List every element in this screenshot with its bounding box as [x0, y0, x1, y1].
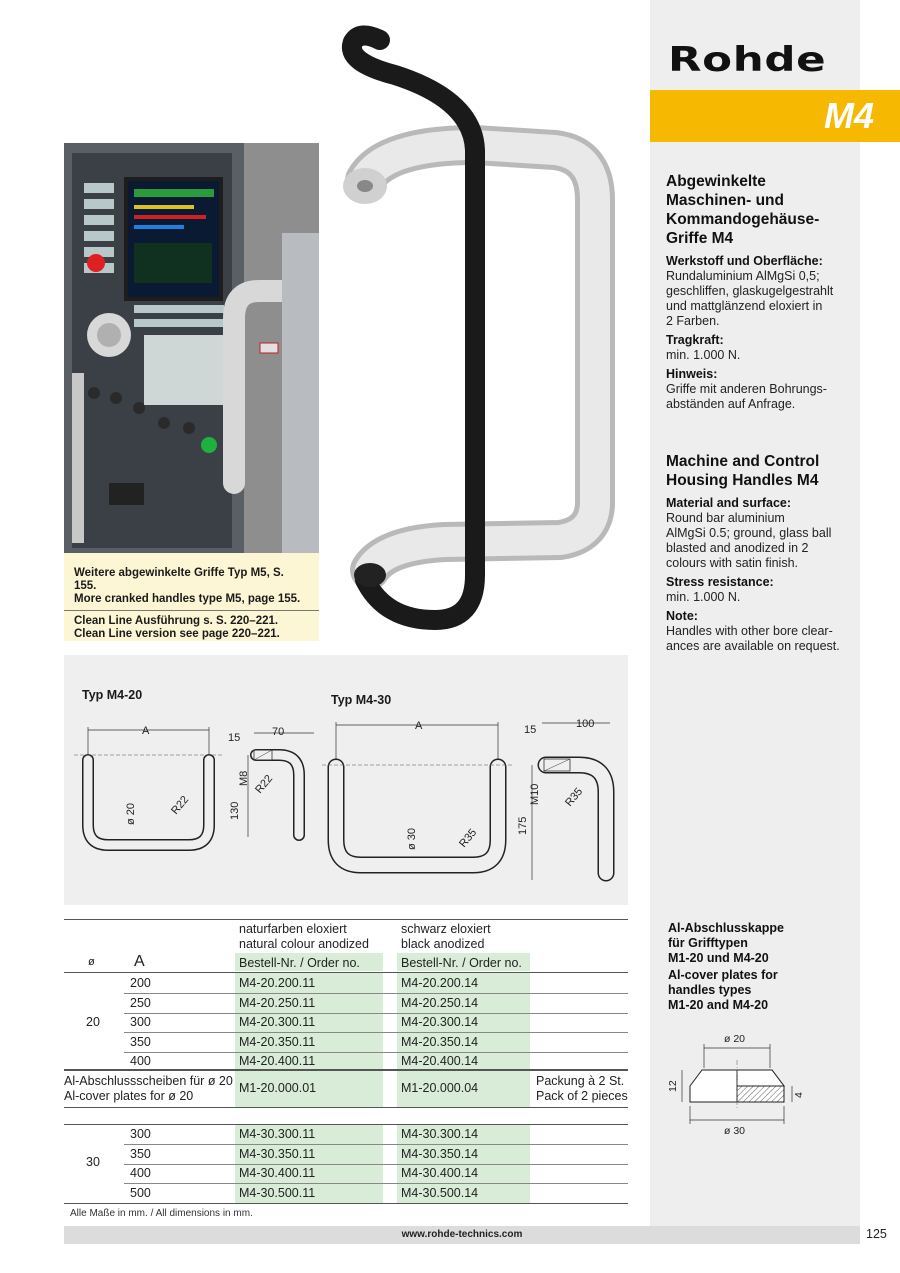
dimensions-footnote: Alle Maße in mm. / All dimensions in mm. — [70, 1208, 253, 1219]
material-text-en: Round bar aluminium AlMgSi 0.5; ground, glass ball blasted and anodized in 2 colours with satin finish. — [666, 511, 832, 570]
material-label-en: Material and surface: — [666, 496, 792, 510]
row-divider — [124, 1144, 628, 1145]
note-line-1: Weitere abgewinkelte Griffe Typ M5, S. 155. — [74, 567, 284, 592]
table-row-black-order: M4-30.350.14 — [401, 1146, 479, 1161]
table-row-black-order: M4-30.300.14 — [401, 1127, 479, 1141]
m4-30-dim-100: 100 — [576, 718, 595, 730]
head-natural-de: naturfarben eloxiert — [239, 922, 347, 936]
cover-pack-en: Pack of 2 pieces — [536, 1089, 628, 1103]
cross-reference-note — [64, 553, 319, 641]
m4-30-dim-15: 15 — [524, 724, 537, 736]
cap-dim-30: ø 30 — [724, 1125, 746, 1137]
cover-label-en: Al-cover plates for ø 20 — [64, 1089, 194, 1103]
hint-label-de: Hinweis: — [666, 367, 718, 381]
m4-20-dim-a: A — [142, 725, 150, 737]
table-row-a-value: 300 — [130, 1015, 151, 1029]
m4-20-dim-dia: ø 20 — [125, 802, 137, 825]
m4-30-thread: M10 — [529, 783, 541, 805]
col-diameter: ø — [88, 956, 95, 968]
head-natural-en: natural colour anodized — [239, 937, 369, 951]
product-code-banner — [650, 90, 900, 142]
cover-natural-order: M1-20.000.01 — [239, 1081, 317, 1095]
cap-dim-20: ø 20 — [724, 1033, 746, 1045]
table-row-natural-order: M4-20.350.11 — [239, 1034, 316, 1049]
type-m4-30-label: Typ M4-30 — [331, 693, 392, 707]
cover-pack-de: Packung à 2 St. — [536, 1074, 625, 1088]
product-code: M4 — [823, 95, 874, 136]
technical-drawing — [64, 655, 628, 905]
table-row-natural-order: M4-30.300.11 — [239, 1127, 316, 1141]
m4-20-thread: M8 — [238, 770, 250, 786]
machine-photo — [64, 143, 319, 553]
table-row-natural-order: M4-30.500.11 — [239, 1185, 316, 1200]
title-en: Machine and Control Housing Handles M4 — [666, 453, 820, 489]
table-row-black-order: M4-30.400.14 — [401, 1166, 479, 1180]
load-text-de: min. 1.000 N. — [666, 348, 741, 362]
table-row-natural-order: M4-20.200.11 — [239, 976, 316, 990]
table-row-a-value: 250 — [130, 995, 151, 1010]
table-row-black-order: M4-20.350.14 — [401, 1034, 479, 1049]
row-divider — [124, 1013, 628, 1014]
table-row-natural-order: M4-20.400.11 — [239, 1054, 316, 1068]
m4-20-dim-130: 130 — [229, 801, 241, 820]
table-row-natural-order: M4-20.250.11 — [239, 995, 316, 1010]
row-divider — [124, 1183, 628, 1184]
type-m4-20-label: Typ M4-20 — [82, 688, 143, 702]
table-row-a-value: 400 — [130, 1166, 151, 1180]
col-a: A — [134, 953, 145, 970]
cap-title-de: Al-Abschlusskappe für Grifftypen M1-20 und M4-20 — [668, 921, 785, 965]
note-line-3: Clean Line Ausführung s. S. 220–221. — [74, 615, 279, 627]
row-divider — [124, 1052, 628, 1053]
group-20-diameter: 20 — [86, 1015, 100, 1029]
table-row-a-value: 350 — [130, 1034, 151, 1049]
m4-30-front-view — [322, 722, 514, 865]
load-label-en: Stress resistance: — [666, 575, 774, 589]
table-row-a-value: 200 — [130, 976, 151, 990]
table-row-natural-order: M4-30.350.11 — [239, 1146, 316, 1161]
table-row-black-order: M4-20.400.14 — [401, 1054, 479, 1068]
load-text-en: min. 1.000 N. — [666, 590, 741, 604]
table-row-black-order: M4-30.500.14 — [401, 1185, 479, 1200]
table-row-black-order: M4-20.250.14 — [401, 995, 479, 1010]
table-row-a-value: 500 — [130, 1185, 151, 1200]
m4-20-dim-70: 70 — [272, 726, 285, 738]
brand-logo: Rohde — [668, 40, 827, 80]
page-number: 125 — [866, 1227, 887, 1241]
cover-cap-info — [668, 921, 848, 1013]
row-divider — [124, 993, 628, 994]
note-line-2: More cranked handles type M5, page 155. — [74, 593, 301, 605]
m4-30-dim-radius-side: R35 — [563, 785, 586, 809]
note-text-en: Handles with other bore clear- ances are available on request. — [666, 624, 840, 653]
load-label-de: Tragkraft: — [666, 333, 724, 347]
table-row-natural-order: M4-20.300.11 — [239, 1015, 316, 1029]
cap-dim-4: 4 — [793, 1092, 805, 1098]
footer-url[interactable]: www.rohde-technics.com — [401, 1229, 523, 1240]
group-30-diameter: 30 — [86, 1155, 100, 1169]
m4-30-dim-175: 175 — [517, 816, 529, 835]
m4-20-dim-radius-front: R22 — [169, 793, 192, 817]
head-black-en: black anodized — [401, 937, 485, 951]
title-de: Abgewinkelte Maschinen- und Kommandogehäuse-Griffe M4 — [666, 173, 820, 247]
head-black-de: schwarz eloxiert — [401, 922, 491, 936]
row-divider — [124, 1164, 628, 1165]
m4-30-dim-a: A — [415, 720, 423, 732]
cap-title-en: Al-cover plates for handles types M1-20 and M4-20 — [668, 968, 778, 1012]
table-row-a-value: 400 — [130, 1054, 151, 1068]
cover-label-de: Al-Abschlussscheiben für ø 20 — [64, 1074, 233, 1088]
table-row-a-value: 300 — [130, 1127, 151, 1141]
table-row-black-order: M4-20.300.14 — [401, 1015, 479, 1029]
material-text-de: Rundaluminium AlMgSi 0,5; geschliffen, glaskugelgestrahlt und mattglänzend eloxiert in 2 Farben. — [666, 269, 834, 328]
hint-text-de: Griffe mit anderen Bohrungs- abständen auf Anfrage. — [666, 382, 827, 411]
m4-20-front-view — [74, 727, 224, 845]
col-order-natural: Bestell-Nr. / Order no. — [239, 956, 360, 970]
handles-illustration — [325, 20, 645, 650]
m4-20-dim-radius-side: R22 — [253, 772, 276, 796]
col-order-black: Bestell-Nr. / Order no. — [401, 956, 522, 970]
m4-20-dim-15: 15 — [228, 732, 241, 744]
description-de — [666, 172, 852, 412]
material-label-de: Werkstoff und Oberfläche: — [666, 254, 823, 268]
cap-dim-12: 12 — [667, 1080, 679, 1092]
table-row-a-value: 350 — [130, 1146, 151, 1161]
table-row-black-order: M4-20.200.14 — [401, 976, 479, 990]
m4-30-dim-radius-front: R35 — [457, 826, 480, 850]
cap-drawing — [662, 1030, 812, 1140]
note-divider — [64, 610, 319, 611]
cover-black-order: M1-20.000.04 — [401, 1081, 479, 1095]
table-row-natural-order: M4-30.400.11 — [239, 1166, 316, 1180]
note-line-4: Clean Line version see page 220–221. — [74, 628, 280, 640]
description-en — [666, 452, 852, 654]
m4-30-dim-dia: ø 30 — [406, 827, 418, 850]
note-label-en: Note: — [666, 609, 698, 623]
row-divider — [124, 1032, 628, 1033]
